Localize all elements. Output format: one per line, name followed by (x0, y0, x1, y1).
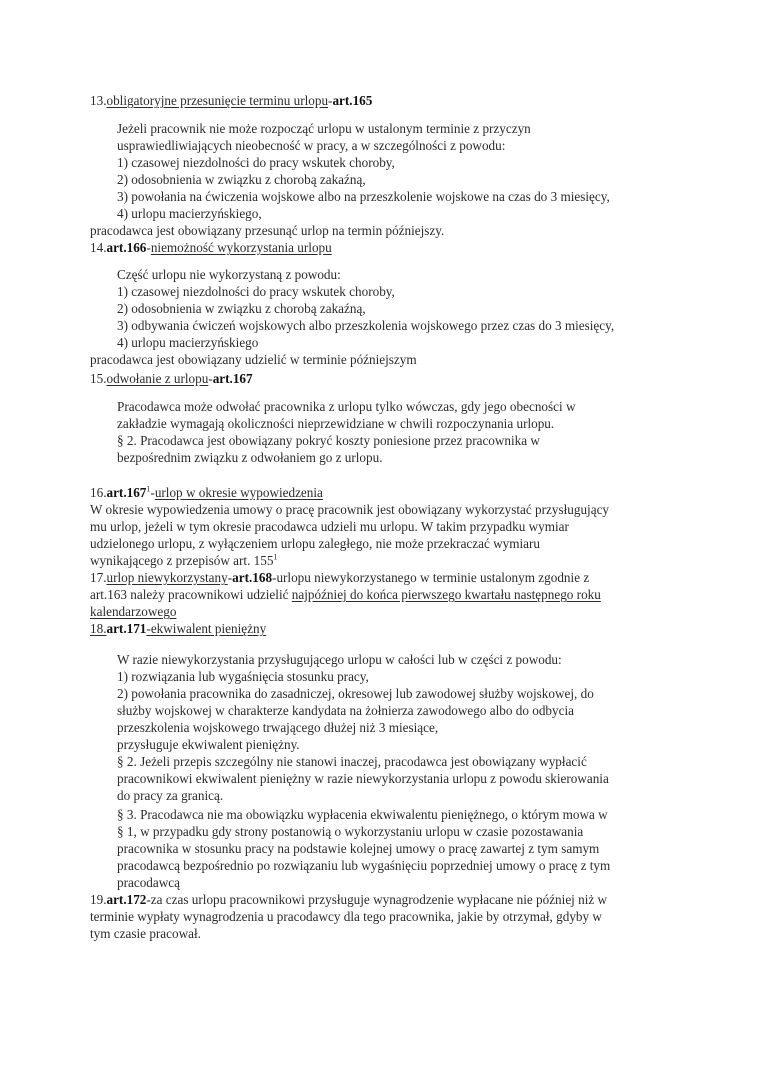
article-ref: art.172 (106, 892, 147, 907)
text-line: bezpośrednim związku z odwołaniem go z urlopu. (117, 450, 383, 465)
text-line: 1) rozwiązania lub wygaśnięcia stosunku pracy, (117, 669, 369, 684)
text-line: służby wojskowej w charakterze kandydata na żołnierza zawodowego albo do odbycia (117, 703, 574, 718)
section-number: 14. (90, 240, 107, 255)
text-line: do pracy za granicą. (117, 788, 224, 803)
article-ref: art.168 (232, 570, 273, 585)
dash: - (227, 570, 233, 585)
article-ref: art.166 (106, 240, 147, 255)
text-run: -urlopu niewykorzystanego w terminie ustalonym zgodnie z (272, 570, 590, 585)
text-line: terminie wypłaty wynagrodzenia u pracodawcy dla tego pracownika, jakie by otrzymał, gdyby w (90, 909, 602, 924)
text-run: -za czas urlopu pracownikowi przysługuje wynagrodzenie wypłacane nie później niż w (146, 892, 608, 907)
section-title: ekwiwalent pieniężny (150, 621, 267, 636)
section-18-heading (90, 620, 266, 637)
text-line: § 3. Pracodawca nie ma obowiązku wypłacenia ekwiwalentu pieniężnego, o którym mowa w (117, 807, 608, 822)
text-line: zakładzie wymagają okoliczności nieprzewidziane w chwili rozpoczynania urlopu. (117, 416, 555, 431)
superscript: 1 (146, 484, 151, 494)
dash: - (328, 93, 333, 108)
text-line: 1) czasowej niezdolności do pracy wskutek choroby, (117, 155, 395, 170)
text-line: W razie niewykorzystania przysługującego urlopu w całości lub w części z powodu: (117, 652, 562, 667)
text-line: pracodawcą bezpośrednio po rozwiązaniu lub wygaśnięciu poprzedniej umowy o pracę z tym (117, 858, 611, 873)
section-title: niemożność wykorzystania urlopu (150, 240, 332, 255)
text-line: pracodawca jest obowiązany przesunąć urlop na termin późniejszy. (90, 223, 445, 238)
text-line: wynikającego z przepisów art. 155 (90, 553, 274, 568)
article-ref: art.167 (212, 371, 253, 386)
text-line: Jeżeli pracownik nie może rozpocząć urlopu w ustalonym terminie z przyczyn (117, 121, 531, 136)
text-line: 2) odosobnienia w związku z chorobą zakaźną, (117, 301, 366, 316)
text-line: pracodawcą (117, 875, 180, 890)
text-line: przysługuje ekwiwalent pieniężny. (117, 737, 300, 752)
text-line: przeszkolenia wojskowego trwającego dłużej niż 3 miesiące, (117, 720, 439, 735)
section-14-heading (90, 239, 332, 256)
text-line: 3) powołania na ćwiczenia wojskowe albo na przeszkolenie wojskowe na czas do 3 miesięcy, (117, 189, 610, 204)
text-line: W okresie wypowiedzenia umowy o pracę pracownik jest obowiązany wykorzystać przysługujący (90, 502, 610, 517)
section-17-heading (90, 569, 589, 586)
section-number: 13. (90, 93, 107, 108)
text-line: 1) czasowej niezdolności do pracy wskutek choroby, (117, 284, 395, 299)
section-15-heading (90, 370, 253, 387)
article-ref: art.165 (332, 93, 373, 108)
text-line: § 2. Jeżeli przepis szczególny nie stanowi inaczej, pracodawca jest obowiązany wypłacić (117, 754, 587, 769)
underlined-text: kalendarzowego (90, 604, 177, 619)
section-title: urlop niewykorzystany (106, 570, 228, 585)
text-line: tym czasie pracował. (90, 926, 201, 941)
section-number: 16. (90, 485, 107, 500)
dash: - (146, 621, 151, 636)
section-number: 15. (90, 371, 107, 386)
dash: - (208, 371, 213, 386)
section-title: obligatoryjne przesunięcie terminu urlopu (106, 93, 329, 108)
text-line: 2) powołania pracownika do zasadniczej, okresowej lub zawodowej służby wojskowej, do (117, 686, 594, 701)
text-line: mu urlop, jeżeli w tym okresie pracodawca udzieli mu urlopu. W takim przypadku wymiar (90, 519, 569, 534)
dash: - (146, 240, 151, 255)
text-line: 4) urlopu macierzyńskiego (117, 335, 259, 350)
section-16-heading (90, 484, 323, 501)
text-line: pracownika w stosunku pracy na podstawie kolejnej umowy o pracę zawartej z tym samym (117, 841, 600, 856)
text-line: 4) urlopu macierzyńskiego, (117, 206, 262, 221)
text-line: pracodawca jest obowiązany udzielić w terminie późniejszym (90, 352, 417, 367)
text-line: 2) odosobnienia w związku z chorobą zakaźną, (117, 172, 366, 187)
article-ref: art.171 (106, 621, 147, 636)
text-line: Pracodawca może odwołać pracownika z urlopu tylko wówczas, gdy jego obecności w (117, 399, 576, 414)
section-19-heading (90, 891, 607, 908)
text-run: art.163 należy pracownikowi udzielić (90, 587, 292, 602)
text-line: udzielonego urlopu, z wyłączeniem urlopu zaległego, nie może przekraczać wymiaru (90, 536, 541, 551)
text-line (90, 586, 601, 603)
section-number: 17. (90, 570, 107, 585)
text-line: 3) odbywania ćwiczeń wojskowych albo przeszkolenia wojskowego przez czas do 3 miesięcy, (117, 318, 615, 333)
superscript: 1 (273, 552, 278, 562)
text-line: Część urlopu nie wykorzystaną z powodu: (117, 267, 341, 282)
text-line: § 2. Pracodawca jest obowiązany pokryć koszty poniesione przez pracownika w (117, 433, 540, 448)
section-number: 18. (90, 621, 107, 636)
dash: - (150, 485, 155, 500)
section-title: urlop w okresie wypowiedzenia (154, 485, 323, 500)
text-line: § 1, w przypadku gdy strony postanowią o wykorzystaniu urlopu w czasie pozostawania (117, 824, 584, 839)
text-line-with-sup (90, 552, 277, 569)
section-13-heading (90, 92, 372, 109)
text-line: pracownikowi ekwiwalent pieniężny w razie niewykorzystania urlopu z powodu skierowania (117, 771, 609, 786)
section-title: odwołanie z urlopu (106, 371, 209, 386)
underlined-text: najpóźniej do końca pierwszego kwartału następnego roku (291, 587, 601, 602)
text-line: usprawiedliwiających nieobecność w pracy, a w szczególności z powodu: (117, 138, 506, 153)
article-ref: art.167 (106, 485, 147, 500)
section-number: 19. (90, 892, 107, 907)
